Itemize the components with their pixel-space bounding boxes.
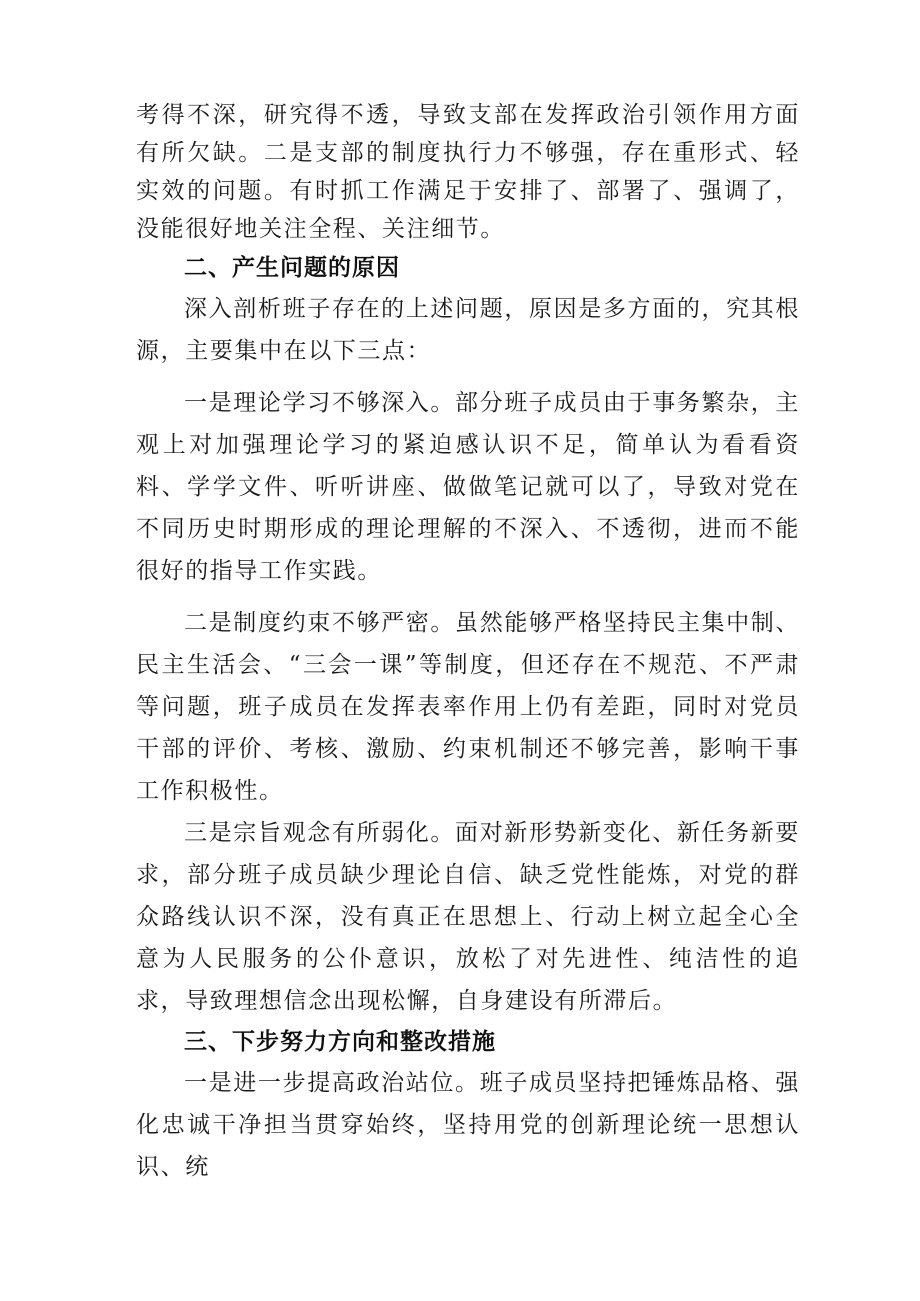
paragraph-cause-theory: 一是理论学习不够深入。部分班子成员由于事务繁杂，主观上对加强理论学习的紧迫感认识不足，简单认为看看资料、学学文件、听听讲座、做做笔记就可以了，导致对党在不同历史时期形成的理论理解的不深入、不透彻，进而不能很好的指导工作实践。 (136, 390, 800, 584)
paragraph-cause-system: 二是制度约束不够严密。虽然能够严格坚持民主集中制、民主生活会、“三会一课”等制度，但还存在不规范、不严肃等问题，班子成员在发挥表率作用上仍有差距，同时对党员干部的评价、考核、激励、约束机制还不够完善，影响干事工作积极性。 (136, 610, 800, 804)
section-heading-3: 三、下步努力方向和整改措施 (184, 1029, 496, 1055)
paragraph-intro-causes: 深入剖析班子存在的上述问题，原因是多方面的，究其根源，主要集中在以下三点： (136, 296, 800, 364)
section-heading-2: 二、产生问题的原因 (184, 255, 400, 281)
paragraph-measure-political: 一是进一步提高政治站位。班子成员坚持把锤炼品格、强化忠诚干净担当贯穿始终，坚持用党的创新理论统一思想认识、统 (136, 1070, 800, 1180)
document-body (136, 96, 800, 1188)
paragraph-continuation: 考得不深，研究得不透，导致支部在发挥政治引领作用方面有所欠缺。二是支部的制度执行力不够强，存在重形式、轻实效的问题。有时抓工作满足于安排了、部署了、强调了，没能很好地关注全程、关注细节。 (136, 102, 800, 242)
paragraph-cause-purpose: 三是宗旨观念有所弱化。面对新形势新变化、新任务新要求，部分班子成员缺少理论自信、缺乏党性能炼，对党的群众路线认识不深，没有真正在思想上、行动上树立起全心全意为人民服务的公仆意识，放松了对先进性、纯洁性的追求，导致理想信念出现松懈，自身建设有所滞后。 (136, 820, 800, 1014)
